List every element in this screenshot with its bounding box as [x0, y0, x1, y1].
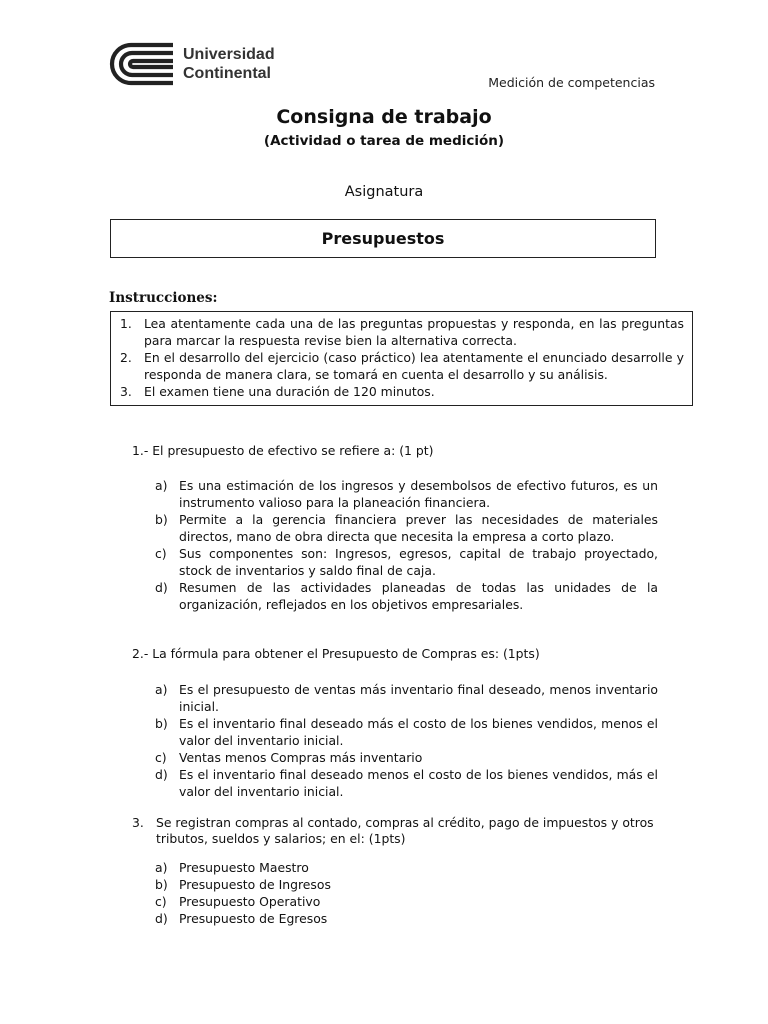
question-2-stem [132, 646, 540, 662]
instruction-number: 2. [120, 350, 132, 365]
option-text: Permite a la gerencia financiera prever las necesidades de materiales directos, mano de obra directa que necesita la empresa a corto plazo. [179, 512, 658, 544]
option-letter: d) [155, 767, 168, 782]
course-name-box [110, 219, 656, 258]
option-letter: d) [155, 580, 168, 595]
option-text: Presupuesto de Egresos [179, 911, 328, 926]
option-letter: a) [155, 682, 168, 697]
instruction-text: Lea atentamente cada una de las preguntas propuestas y responda, en las preguntas para marcar la respuesta revise bien la alternativa correcta. [144, 316, 684, 348]
option-text: Presupuesto de Ingresos [179, 877, 331, 892]
option-text: Es el inventario final deseado menos el costo de los bienes vendidos, más el valor del inventario inicial. [179, 767, 658, 799]
option-text: Es el inventario final deseado más el costo de los bienes vendidos, menos el valor del inventario inicial. [179, 716, 658, 748]
instruction-number: 1. [120, 316, 132, 331]
option-letter: b) [155, 877, 168, 892]
page-subtitle: (Actividad o tarea de medición) [263, 133, 505, 149]
instructions-list [111, 312, 692, 400]
option-letter: b) [155, 716, 168, 731]
option-item [155, 715, 658, 749]
question-1-options [155, 477, 658, 613]
instruction-item [111, 349, 692, 383]
university-name [183, 45, 275, 83]
instruction-item [111, 383, 692, 400]
instruction-text: En el desarrollo del ejercicio (caso práctico) lea atentamente el enunciado desarrolle y responda de manera clara, se tomará en cuenta el desarrollo y su análisis. [144, 350, 684, 382]
instruction-item [111, 315, 692, 349]
option-letter: c) [155, 546, 167, 561]
option-letter: a) [155, 478, 168, 493]
question-3-options [155, 859, 658, 927]
option-item [155, 511, 658, 545]
instruction-text: El examen tiene una duración de 120 minutos. [144, 384, 435, 399]
question-stem: Se registran compras al contado, compras al crédito, pago de impuestos y otros tributos, sueldos y salarios; en el: (1pts) [156, 815, 654, 846]
instructions-label: Instrucciones: [109, 290, 218, 306]
question-number: 3. [132, 815, 144, 830]
logo-line-2: Continental [183, 65, 271, 82]
option-text: Es el presupuesto de ventas más inventario final deseado, menos inventario inicial. [179, 682, 658, 714]
question-2-options [155, 681, 658, 800]
header-label: Medición de competencias [488, 75, 655, 90]
option-letter: a) [155, 860, 168, 875]
option-text: Resumen de las actividades planeadas de todas las unidades de la organización, reflejados en los objetivos empresariales. [179, 580, 658, 612]
option-text: Presupuesto Maestro [179, 860, 309, 875]
option-letter: c) [155, 750, 167, 765]
option-text: Es una estimación de los ingresos y desembolsos de efectivo futuros, es un instrumento valioso para la planeación financiera. [179, 478, 658, 510]
question-3-stem [132, 815, 660, 847]
instruction-number: 3. [120, 384, 132, 399]
page-title: Consigna de trabajo [276, 106, 492, 128]
option-letter: c) [155, 894, 167, 909]
option-text: Presupuesto Operativo [179, 894, 321, 909]
question-stem: 2.- La fórmula para obtener el Presupuesto de Compras es: (1pts) [132, 646, 540, 661]
question-stem: 1.- El presupuesto de efectivo se refiere a: (1 pt) [132, 443, 434, 458]
option-item [155, 859, 658, 876]
option-letter: b) [155, 512, 168, 527]
option-item [155, 477, 658, 511]
option-letter: d) [155, 911, 168, 926]
instructions-box [110, 311, 693, 406]
option-item [155, 579, 658, 613]
option-item [155, 893, 658, 910]
option-item [155, 910, 658, 927]
course-label: Asignatura [344, 184, 424, 200]
question-1-stem [132, 443, 433, 459]
option-item [155, 545, 658, 579]
option-text: Sus componentes son: Ingresos, egresos, capital de trabajo proyectado, stock de inventarios y saldo final de caja. [179, 546, 658, 578]
option-item [155, 681, 658, 715]
option-text: Ventas menos Compras más inventario [179, 750, 423, 765]
course-name: Presupuestos [321, 229, 445, 248]
option-item [155, 876, 658, 893]
logo-line-1: Universidad [183, 46, 275, 63]
option-item [155, 749, 658, 766]
option-item [155, 766, 658, 800]
university-logo [109, 42, 275, 86]
university-logo-icon [109, 42, 175, 86]
